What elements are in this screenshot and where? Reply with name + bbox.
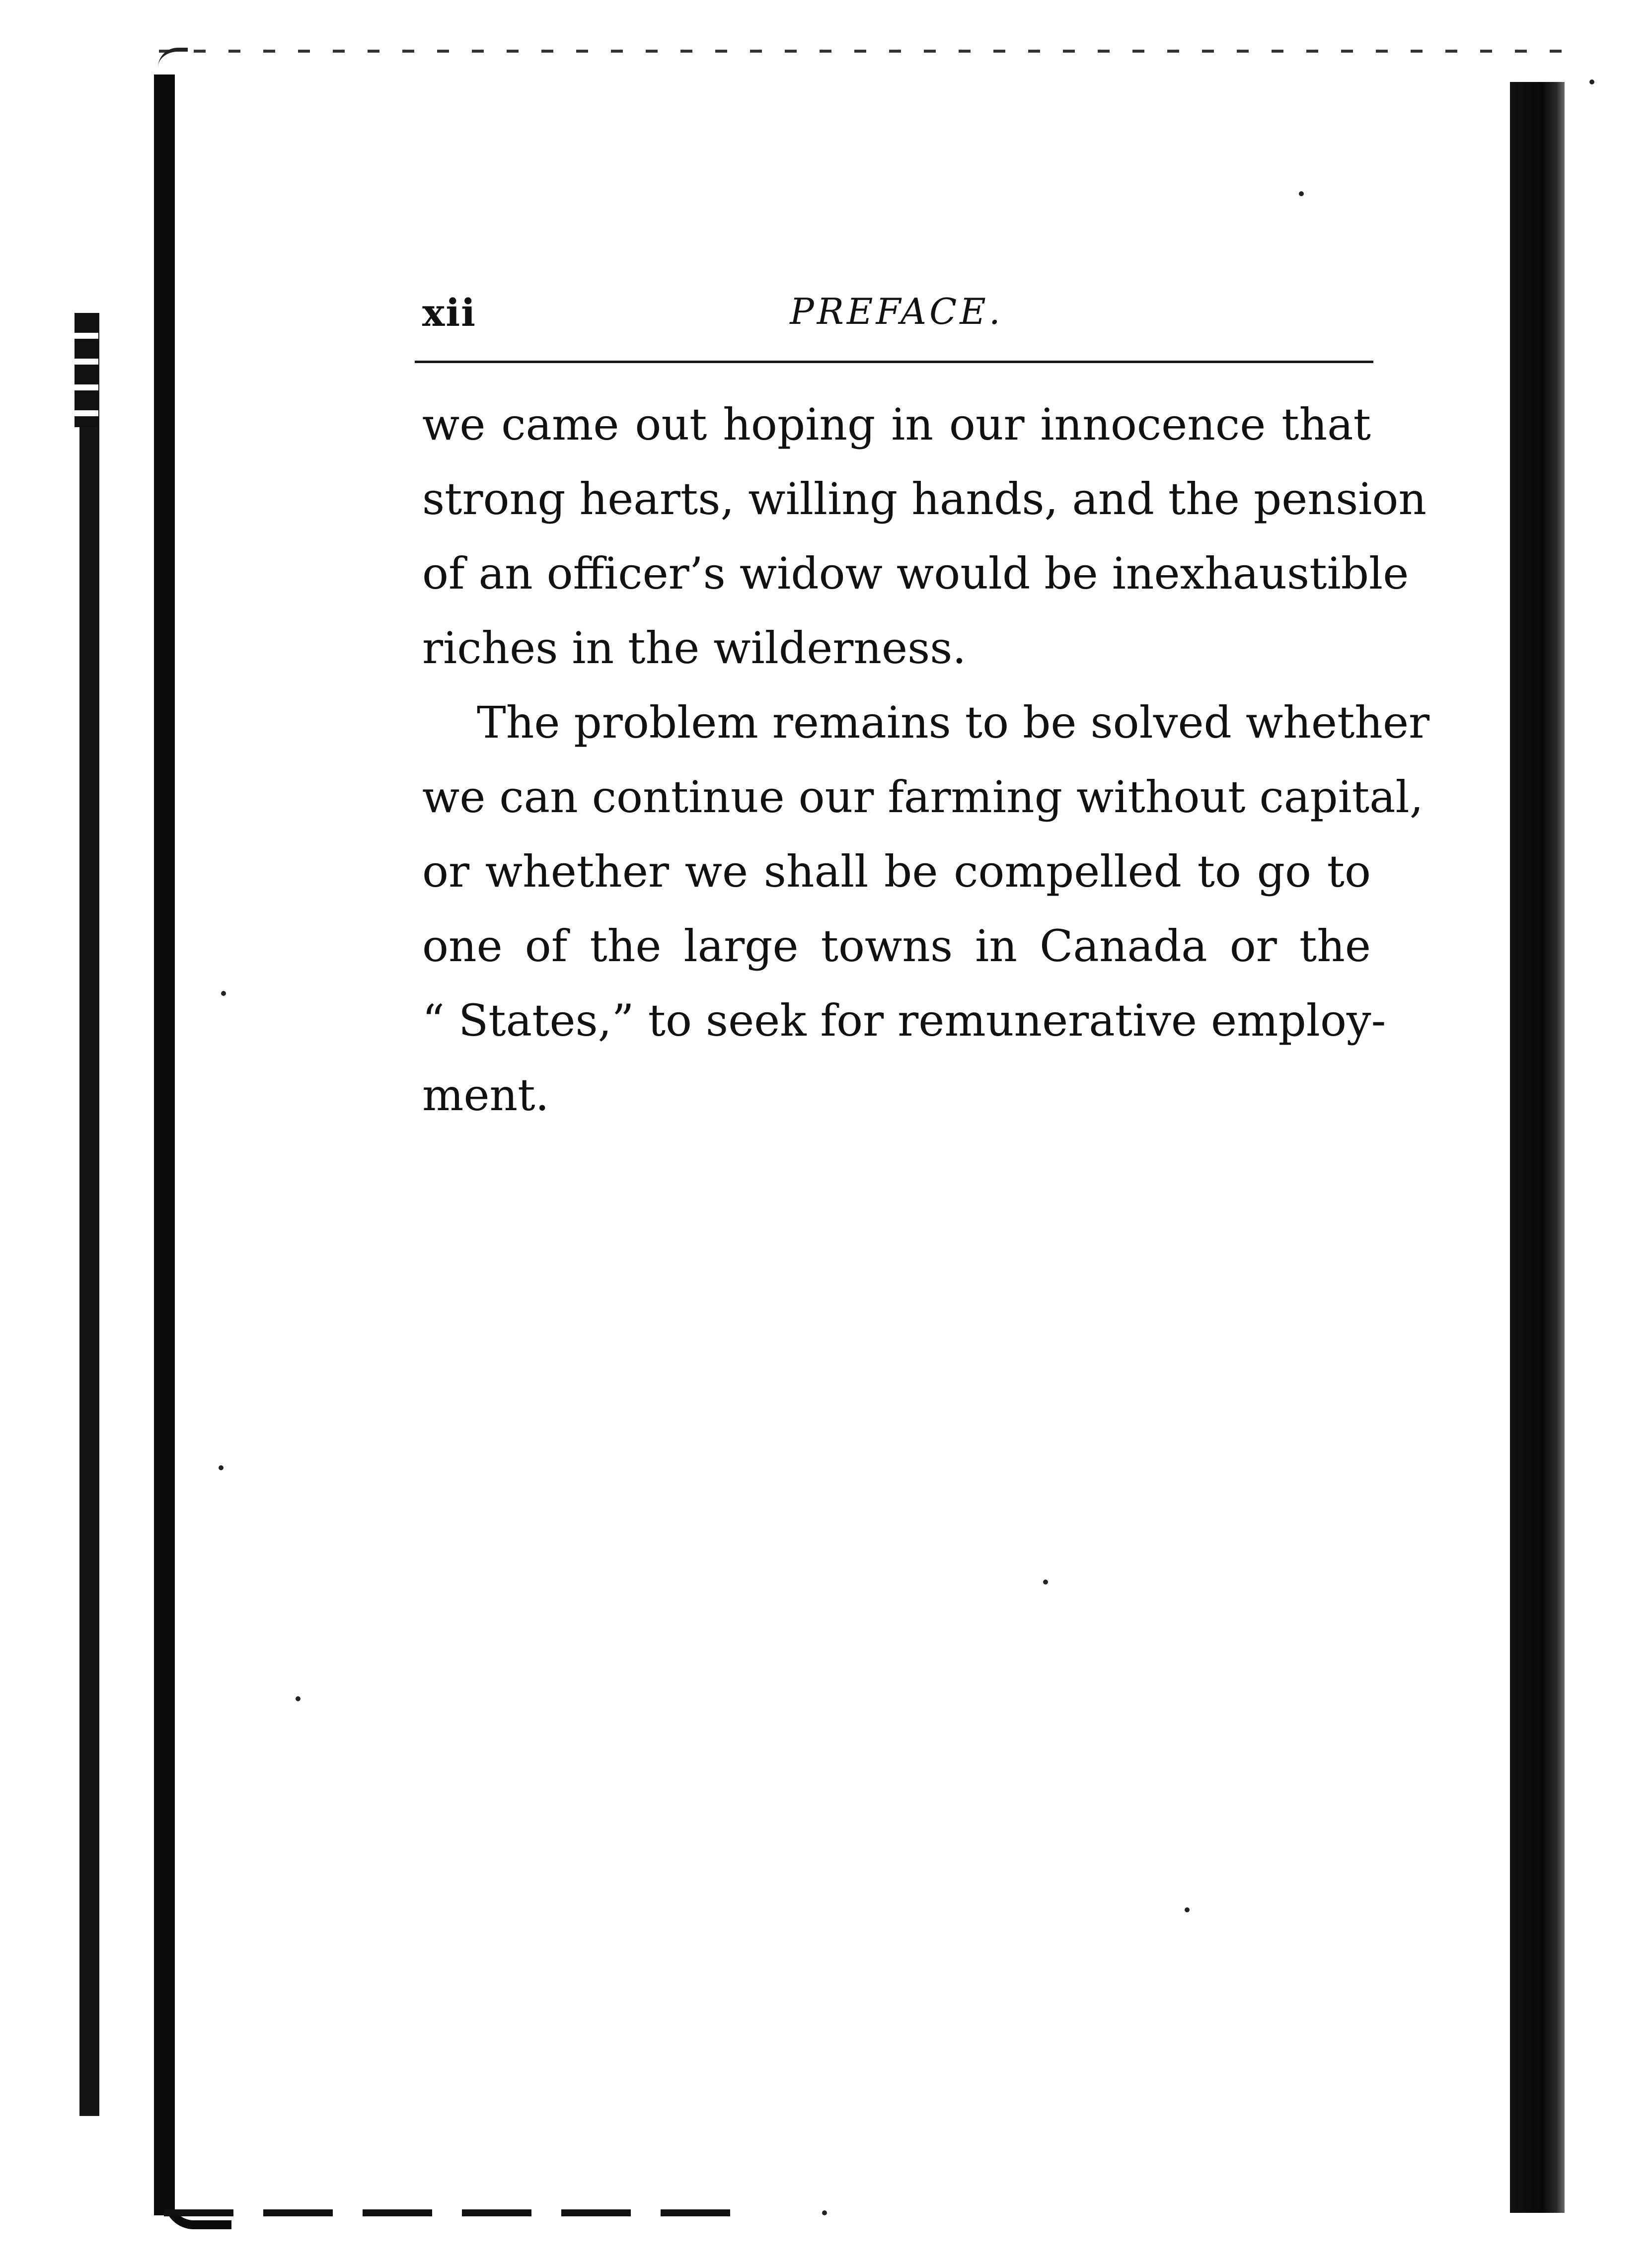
text-line: we can continue our farming without capital, xyxy=(422,771,1424,823)
text-line: The problem remains to be solved whether xyxy=(477,697,1430,748)
running-head xyxy=(422,286,1371,340)
scan-bottom-corner xyxy=(164,2176,231,2229)
text-line: one of the large towns in Canada or the xyxy=(422,920,1371,972)
text-line: “ States,” to seek for remunerative employ- xyxy=(422,995,1386,1046)
text-line: strong hearts, willing hands, and the pension xyxy=(422,473,1427,525)
text-line: we came out hoping in our innocence that xyxy=(422,399,1371,450)
scan-left-outer-edge xyxy=(79,313,99,2116)
scan-bottom-edge xyxy=(164,2209,760,2216)
scan-speck xyxy=(822,2210,827,2215)
paragraph xyxy=(422,685,1430,1133)
page-number: xii xyxy=(422,291,477,335)
scan-speck xyxy=(296,1696,300,1701)
body-text xyxy=(422,387,1430,1133)
paragraph xyxy=(422,387,1427,685)
scan-top-edge xyxy=(159,50,1575,53)
running-title: PREFACE. xyxy=(790,291,1003,332)
scan-speck xyxy=(1185,1907,1190,1912)
scan-speck xyxy=(221,991,226,996)
scan-speck xyxy=(1589,79,1594,84)
scan-speck xyxy=(219,1465,224,1470)
scan-left-spine xyxy=(154,75,175,2215)
text-line: or whether we shall be compelled to go to xyxy=(422,846,1371,897)
scan-speck xyxy=(1299,191,1304,196)
text-line: riches in the wilderness. xyxy=(422,622,967,674)
header-rule xyxy=(415,361,1373,363)
scan-speck xyxy=(1043,1580,1048,1585)
scan-left-outer-edge-marks xyxy=(75,313,98,427)
text-line: of an officer’s widow would be inexhaustible xyxy=(422,548,1409,599)
text-line: ment. xyxy=(422,1069,549,1121)
scan-right-spine xyxy=(1510,82,1565,2213)
